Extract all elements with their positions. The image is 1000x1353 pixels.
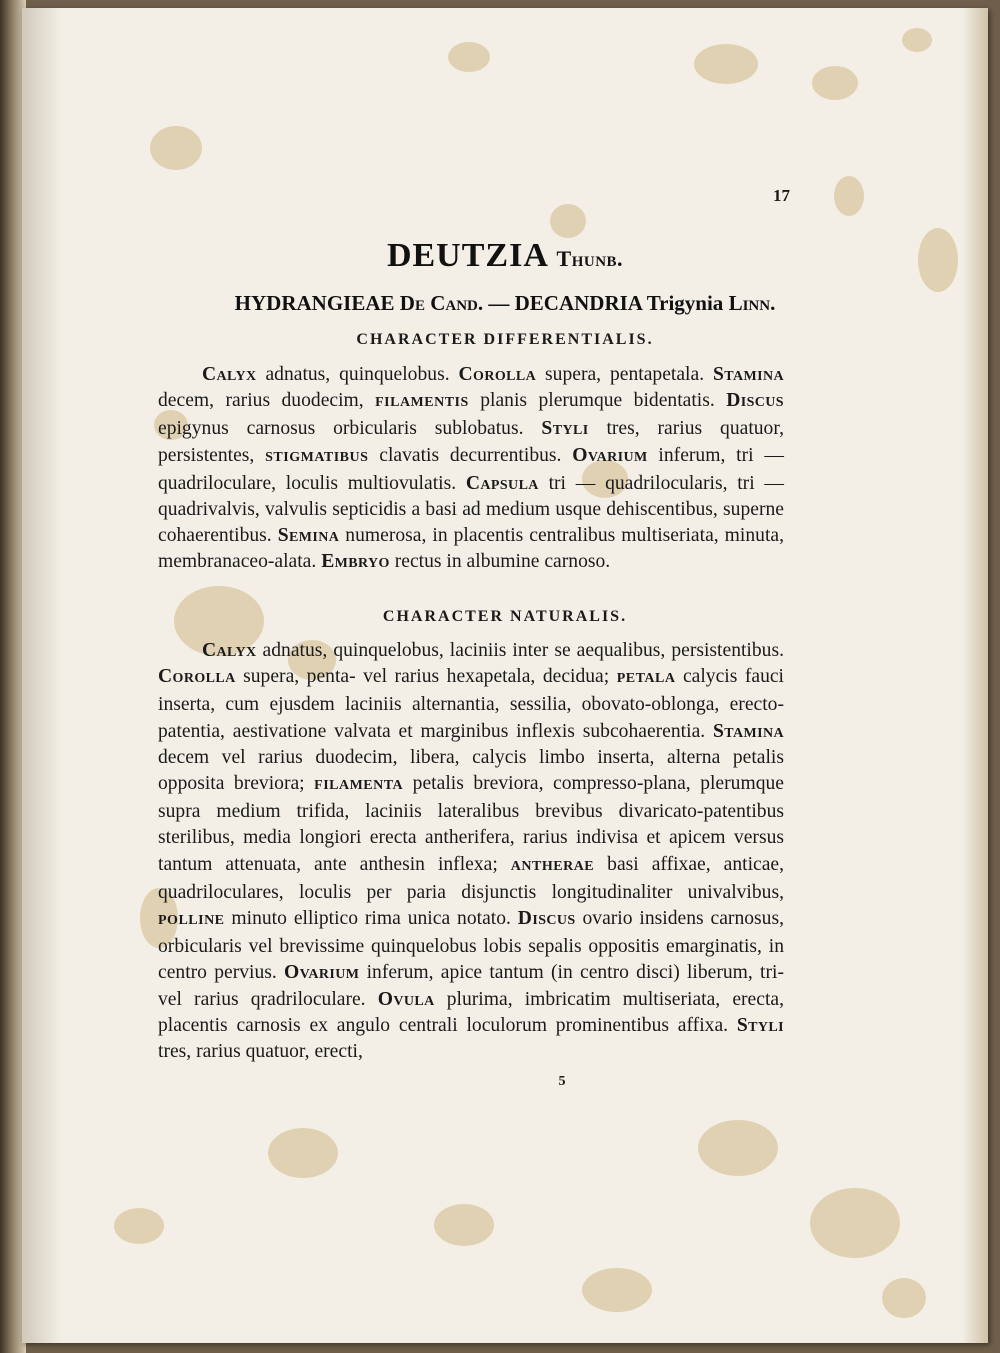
botanical-term: Semina: [277, 525, 340, 547]
botanical-term: Discus: [517, 908, 576, 930]
botanical-term: Stamina: [713, 720, 784, 742]
botanical-term: ANTHERAE: [510, 858, 595, 874]
genus-name: DEUTZIA: [386, 237, 548, 274]
text-run: ovario insidens carnosus, orbicularis vel brevissime quinquelobus lobis sepalis oppositis emarginatis, in centro pervius.: [158, 908, 785, 984]
botanical-term: Styli: [541, 418, 589, 440]
foxing-stain: [150, 126, 202, 170]
foxing-stain: [114, 1208, 164, 1244]
text-run: decem, rarius duodecim,: [158, 390, 376, 412]
linnaean-class: DECANDRIA: [514, 291, 642, 315]
book-page: [22, 8, 988, 1343]
text-run: rectus in albumine carnoso.: [389, 551, 611, 573]
text-run: inferum, tri — quadriloculare, loculis multiovulatis.: [158, 444, 784, 494]
classification-line: [22, 291, 988, 316]
text-run: decem vel rarius duodecim, libera, calycis limbo inserta, alterna petalis opposita breviora;: [158, 746, 784, 795]
genus-title: [22, 237, 988, 275]
botanical-term: Calyx: [202, 364, 257, 385]
classification-dash: —: [488, 291, 510, 315]
foxing-stain: [582, 1268, 652, 1312]
foxing-stain: [268, 1128, 338, 1178]
text-run: supera, penta- vel rarius hexapetala, decidua;: [235, 666, 617, 688]
page-number: 17: [773, 186, 790, 205]
family-name: HYDRANGIEAE: [234, 291, 395, 315]
botanical-term: FILAMENTA: [314, 778, 404, 794]
botanical-term: Calyx: [202, 640, 257, 661]
foxing-stain: [882, 1278, 926, 1318]
text-run: planis plerumque bidentatis.: [468, 390, 727, 412]
paragraph-character-differentialis: [158, 362, 784, 576]
botanical-term: POLLINE: [158, 913, 225, 929]
text-run: epigynus carnosus orbicularis sublobatus.: [158, 418, 542, 440]
botanical-term: FILAMENTIS: [375, 395, 469, 411]
botanical-term: Styli: [736, 1014, 784, 1036]
foxing-stain: [550, 204, 586, 238]
text-run: inferum, apice tantum (in centro disci) liberum, tri- vel rarius qradriloculare.: [158, 962, 784, 1010]
foxing-stain: [812, 66, 858, 100]
foxing-stain: [694, 44, 758, 84]
text-run: tres, rarius quatuor, persistentes,: [158, 418, 784, 466]
text-run: supera, pentapetala.: [536, 364, 713, 385]
botanical-term: PETALA: [616, 671, 676, 687]
text-run: tri — quadrilocularis, tri — quadrivalvis, valvulis septicidis a basi ad medium usque dehiscentibus, superne cohaerentibus.: [158, 472, 784, 547]
botanical-term: Corolla: [158, 666, 236, 688]
paragraph-character-naturalis: [158, 638, 784, 1065]
text-run: petalis breviora, compresso-plana, plerumque supra medium trifida, laciniis lateralibus brevibus divaricato-patentibus sterilibus, media longiori erecta antherifera, rarius indivisa et apicem versus tantum attenuata, ante anthesin inflexa;: [158, 773, 784, 875]
foxing-stain: [834, 176, 864, 216]
text-run: numerosa, in placentis centralibus multiseriata, minuta, membranaceo-alata.: [158, 525, 784, 573]
botanical-term: Stamina: [713, 364, 784, 385]
text-run: basi affixae, anticae, quadriloculares, loculis per paria disjunctis longitudinaliter univalvibus,: [158, 853, 785, 903]
linnaean-order: Trigynia: [646, 291, 724, 315]
botanical-term: Embryo: [321, 551, 390, 573]
botanical-term: Ovarium: [572, 444, 648, 466]
heading-character-naturalis: CHARACTER NATURALIS.: [382, 608, 628, 625]
botanical-term: STIGMATIBUS: [265, 449, 369, 465]
botanical-term: Discus: [726, 390, 784, 412]
genus-author: Thunb.: [556, 246, 624, 271]
text-run: clavatis decurrentibus.: [368, 444, 573, 466]
text-run: adnatus, quinquelobus.: [256, 364, 459, 385]
linnaean-author: Linn.: [728, 291, 776, 315]
text-run: calycis fauci inserta, cum ejusdem laciniis alternantia, sessilia, obovato-oblonga, erecto-patentia, aestivatione valvata et marginibus inflexis subcohaerentia.: [158, 666, 785, 742]
botanical-term: Ovula: [377, 988, 435, 1010]
foxing-stain: [434, 1204, 494, 1246]
botanical-term: Ovarium: [284, 962, 360, 984]
text-run: tres, rarius quatuor, erecti,: [158, 1041, 363, 1063]
foxing-stain: [448, 42, 490, 72]
botanical-term: Corolla: [458, 364, 537, 385]
heading-character-differentialis: CHARACTER DIFFERENTIALIS.: [356, 331, 654, 348]
foxing-stain: [698, 1120, 778, 1176]
text-run: plurima, imbricatim multiseriata, erecta, placentis carnosis ex angulo centrali loculorum prominentibus affixa.: [158, 988, 784, 1036]
text-run: minuto elliptico rima unica notato.: [224, 908, 518, 930]
foxing-stain: [810, 1188, 900, 1258]
foxing-stain: [902, 28, 932, 52]
family-author: De Cand.: [399, 291, 484, 315]
signature-mark: 5: [558, 1074, 566, 1089]
botanical-term: Capsula: [465, 472, 539, 494]
text-run: adnatus, quinquelobus, laciniis inter se aequalibus, persistentibus.: [256, 640, 784, 661]
